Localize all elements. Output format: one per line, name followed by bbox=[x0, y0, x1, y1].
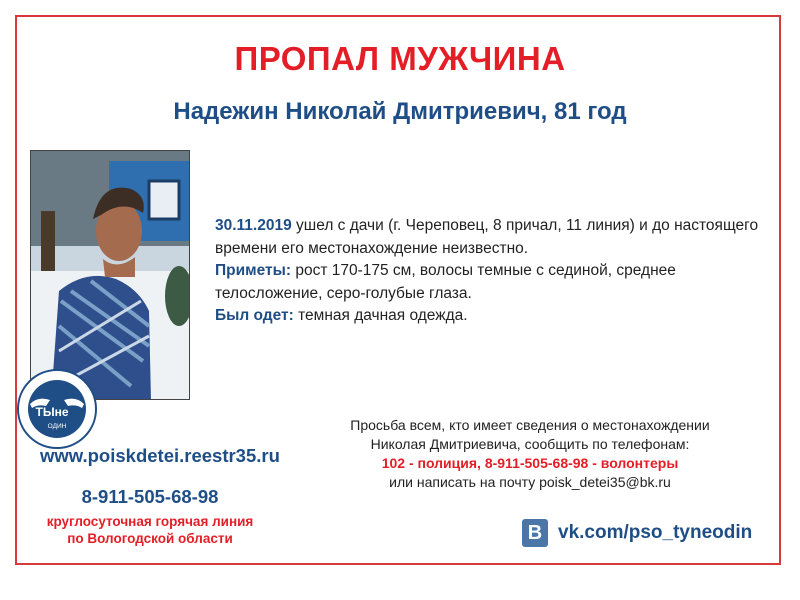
vk-link-text[interactable]: vk.com/pso_tyneodin bbox=[558, 522, 753, 543]
missing-person-photo bbox=[30, 150, 190, 400]
vk-logo-icon: B bbox=[522, 519, 548, 547]
organization-logo bbox=[16, 368, 98, 450]
poster-title: ПРОПАЛ МУЖЧИНА bbox=[234, 40, 566, 77]
request-line-1: Просьба всем, кто имеет сведения о местонахождении bbox=[350, 417, 710, 433]
hotline-label-line-1: круглосуточная горячая линия bbox=[46, 514, 254, 529]
request-block bbox=[330, 416, 730, 492]
description-block bbox=[215, 215, 775, 328]
hotline-label bbox=[30, 513, 270, 547]
signs-text: рост 170-175 см, волосы темные с сединой, среднее телосложение, серо-голубые глаза. bbox=[215, 262, 676, 302]
photo-illustration bbox=[31, 151, 190, 400]
hands-emblem-icon bbox=[16, 368, 98, 450]
request-line-2: Николая Дмитриевича, сообщить по телефонам: bbox=[370, 436, 690, 452]
clothes-text: темная дачная одежда. bbox=[293, 307, 468, 324]
website-link[interactable]: www.poiskdetei.reestr35.ru bbox=[40, 445, 280, 466]
request-phones: 102 - полиция, 8-911-505-68-98 - волонтеры bbox=[381, 455, 679, 471]
signs-label: Приметы: bbox=[215, 262, 292, 279]
hotline-label-line-2: по Вологодской области bbox=[67, 531, 233, 546]
clothes-label: Был одет: bbox=[215, 307, 294, 324]
person-name: Надежин Николай Дмитриевич, 81 год bbox=[173, 98, 627, 125]
missing-date-text: ушел с дачи (г. Череповец, 8 причал, 11 линия) и до настоящего времени его местонахождение неизвестно. bbox=[215, 217, 759, 257]
missing-date: 30.11.2019 bbox=[215, 217, 292, 234]
request-email-line: или написать на почту poisk_detei35@bk.ru bbox=[389, 474, 671, 490]
logo-bottom-text: ОДИН bbox=[47, 423, 67, 430]
vk-link[interactable] bbox=[522, 516, 752, 550]
hotline-phone: 8-911-505-68-98 bbox=[81, 486, 219, 507]
logo-center-text: ТЫне bbox=[35, 405, 69, 419]
